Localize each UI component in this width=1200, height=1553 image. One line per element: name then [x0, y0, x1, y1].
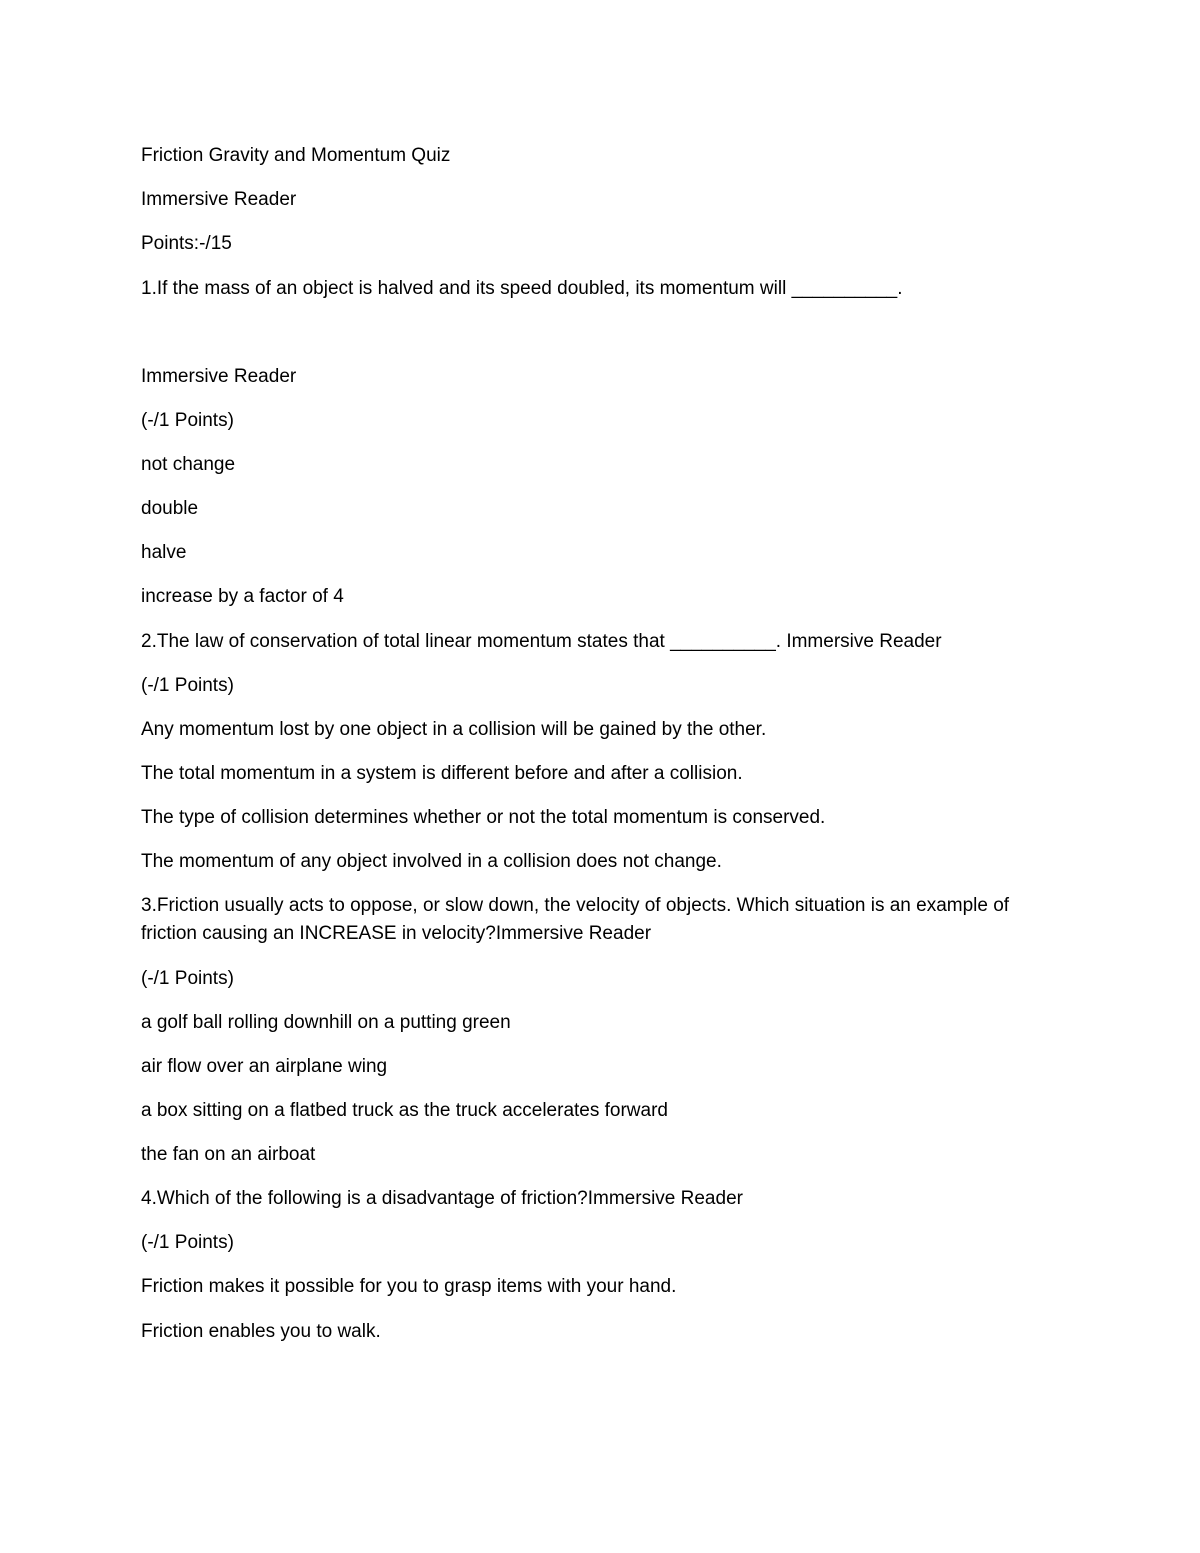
question-4-points: (-/1 Points) [141, 1232, 234, 1253]
page-title: Friction Gravity and Momentum Quiz [141, 145, 451, 166]
question-2-option: The total momentum in a system is different before and after a collision. [141, 763, 743, 784]
question-1-prompt: 1.If the mass of an object is halved and its speed doubled, its momentum will __________. [141, 278, 903, 299]
points-total: Points:-/15 [141, 233, 232, 254]
question-1-option: halve [141, 542, 187, 563]
question-2-prompt: 2.The law of conservation of total linear momentum states that __________. Immersive Reader [141, 631, 942, 652]
question-2-option: Any momentum lost by one object in a collision will be gained by the other. [141, 719, 767, 740]
question-3-option: a box sitting on a flatbed truck as the truck accelerates forward [141, 1100, 668, 1121]
question-3-prompt-line-1: 3.Friction usually acts to oppose, or slow down, the velocity of objects. Which situation is an example of [141, 895, 1010, 916]
question-3-option: a golf ball rolling downhill on a putting green [141, 1012, 511, 1033]
question-2-points: (-/1 Points) [141, 675, 234, 696]
question-4-option: Friction makes it possible for you to grasp items with your hand. [141, 1276, 677, 1297]
question-2-option: The type of collision determines whether or not the total momentum is conserved. [141, 807, 826, 828]
question-2-option: The momentum of any object involved in a collision does not change. [141, 851, 722, 872]
question-4-option: Friction enables you to walk. [141, 1321, 381, 1342]
question-1-option: increase by a factor of 4 [141, 586, 344, 607]
question-1-points: (-/1 Points) [141, 410, 234, 431]
question-1-option: not change [141, 454, 236, 475]
immersive-reader-label: Immersive Reader [141, 189, 297, 210]
question-1-immersive-reader: Immersive Reader [141, 366, 297, 387]
question-4-prompt: 4.Which of the following is a disadvantage of friction?Immersive Reader [141, 1188, 743, 1209]
question-1-option: double [141, 498, 199, 519]
question-3-option: the fan on an airboat [141, 1144, 316, 1165]
question-3-prompt-line-2: friction causing an INCREASE in velocity?Immersive Reader [141, 923, 652, 944]
question-3-points: (-/1 Points) [141, 968, 234, 989]
question-3-option: air flow over an airplane wing [141, 1056, 388, 1077]
